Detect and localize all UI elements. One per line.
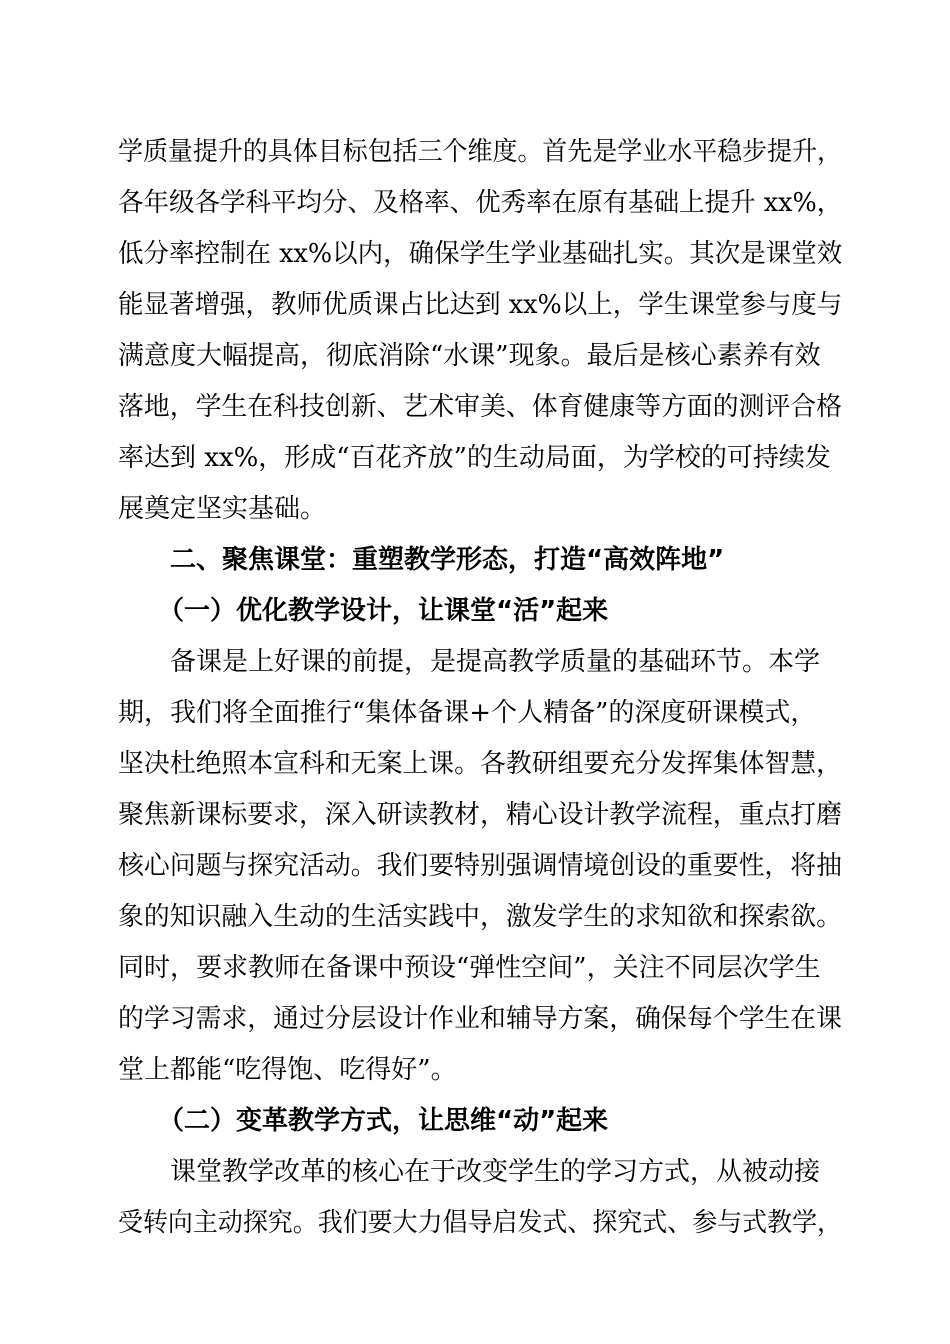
line-text: 备课是上好课的前提，是提高教学质量的基础环节。本学 (170, 647, 821, 677)
line-text: 学质量提升的具体目标包括三个维度。首先是学业水平稳步提升， (118, 137, 843, 167)
section-heading-text: 二、聚焦课堂：重塑教学形态，打造“高效阵地” (170, 545, 725, 575)
paragraph-line (118, 484, 842, 535)
paragraph-line (118, 739, 842, 790)
document-body (118, 127, 842, 1249)
paragraph-line (118, 688, 842, 739)
paragraph-line (118, 994, 842, 1045)
paragraph-line (118, 178, 842, 229)
subsection-heading (118, 1096, 842, 1147)
line-text: 满意度大幅提高，彻底消除“水课”现象。最后是核心素养有效 (118, 341, 821, 371)
line-text: 象的知识融入生动的生活实践中，激发学生的求知欲和探索欲。 (118, 902, 843, 932)
line-text: 展奠定坚实基础。 (118, 494, 327, 524)
section-heading (118, 535, 842, 586)
line-text: 各年级各学科平均分、及格率、优秀率在原有基础上提升 xx%， (118, 188, 843, 218)
paragraph-line (118, 892, 842, 943)
paragraph-line (118, 433, 842, 484)
subsection-heading-text: （二）变革教学方式，让思维“动”起来 (158, 1106, 609, 1136)
paragraph-line (118, 637, 842, 688)
paragraph-line (118, 943, 842, 994)
line-text: 的学习需求，通过分层设计作业和辅导方案，确保每个学生在课 (118, 1004, 843, 1034)
paragraph-line (118, 382, 842, 433)
line-text: 率达到 xx%，形成“百花齐放”的生动局面，为学校的可持续发 (118, 443, 831, 473)
line-text: 落地，学生在科技创新、艺术审美、体育健康等方面的测评合格 (118, 392, 843, 422)
line-text: 能显著增强，教师优质课占比达到 xx%以上，学生课堂参与度与 (118, 290, 843, 320)
line-text: 期，我们将全面推行“集体备课+个人精备”的深度研课模式， (118, 698, 817, 728)
paragraph-line (118, 229, 842, 280)
line-text: 核心问题与探究活动。我们要特别强调情境创设的重要性，将抽 (118, 851, 843, 881)
line-text: 受转向主动探究。我们要大力倡导启发式、探究式、参与式教学， (118, 1208, 843, 1238)
line-text: 课堂教学改革的核心在于改变学生的学习方式，从被动接 (170, 1157, 821, 1187)
line-text: 聚焦新课标要求，深入研读教材，精心设计教学流程，重点打磨 (118, 800, 843, 830)
paragraph-line (118, 841, 842, 892)
subsection-heading (118, 586, 842, 637)
paragraph-line (118, 127, 842, 178)
line-text: 同时，要求教师在备课中预设“弹性空间”，关注不同层次学生 (118, 953, 821, 983)
paragraph-line (118, 1198, 842, 1249)
line-text: 坚决杜绝照本宣科和无案上课。各教研组要充分发挥集体智慧， (118, 749, 843, 779)
paragraph-line (118, 331, 842, 382)
paragraph-line (118, 280, 842, 331)
line-text: 堂上都能“吃得饱、吃得好”。 (118, 1055, 457, 1085)
subsection-heading-text: （一）优化教学设计，让课堂“活”起来 (158, 596, 609, 626)
paragraph-line (118, 790, 842, 841)
line-text: 低分率控制在 xx%以内，确保学生学业基础扎实。其次是课堂效 (118, 239, 843, 269)
paragraph-line (118, 1147, 842, 1198)
paragraph-line (118, 1045, 842, 1096)
